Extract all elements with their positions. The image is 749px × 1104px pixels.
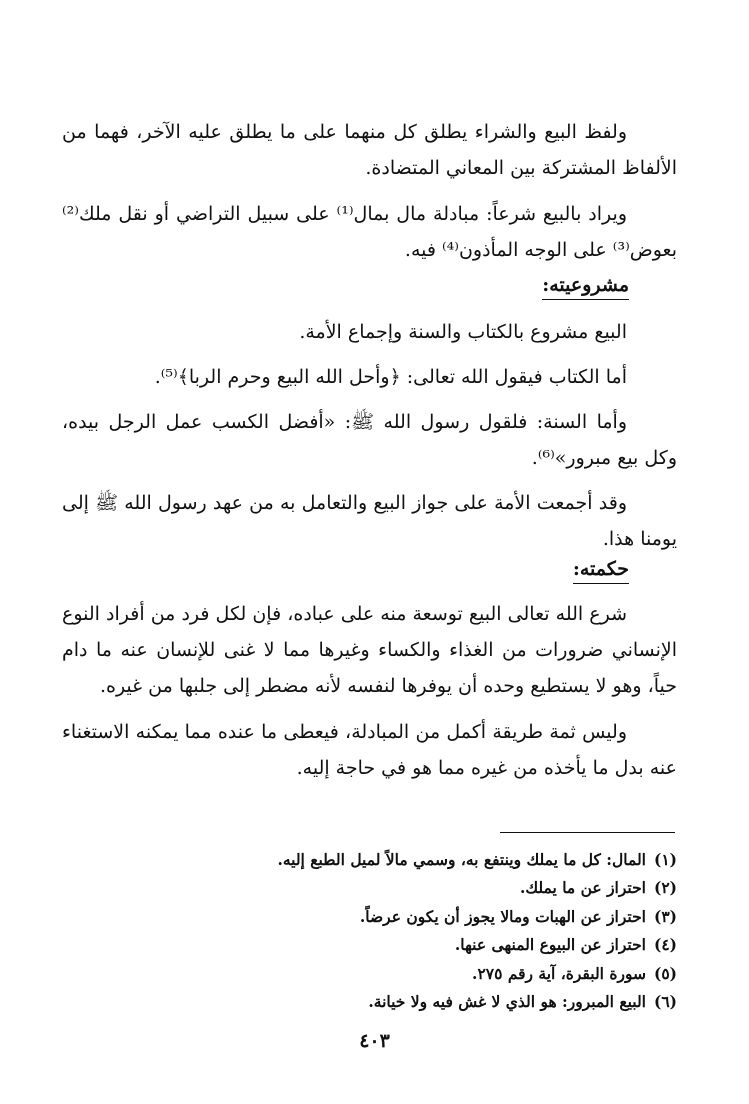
footnote-number: (٢) [653, 878, 677, 898]
footnotes-list [62, 846, 677, 1016]
footnote-item [62, 988, 677, 1016]
paragraph-legitimacy-summary: البيع مشروع بالكتاب والسنة وإجماع الأمة. [299, 321, 627, 343]
paragraph-term-meaning: ولفظ البيع والشراء يطلق كل منهما على ما يطلق عليه الآخر، فهما من الألفاظ المشتركة بين المعاني المتضادة. [62, 121, 677, 179]
footnote-text: احتراز عن ما يملك. [519, 878, 646, 898]
footnote-number: (٣) [653, 906, 677, 926]
footnote-text: سورة البقرة، آية رقم ٢٧٥. [472, 963, 646, 983]
footnote-item [62, 931, 677, 959]
footnote-text: احتراز عن الهبات ومالا يجوز أن يكون عرضاً. [359, 906, 646, 926]
paragraph-quran-evidence: أما الكتاب فيقول الله تعالى: ﴿وأحل الله البيع وحرم الربا﴾⁽⁵⁾. [154, 366, 627, 388]
footnote-number: (٦) [653, 992, 677, 1012]
footnote-item [62, 874, 677, 902]
paragraph-sunnah-evidence: وأما السنة: فلقول رسول الله ﷺ: «أفضل الكسب عمل الرجل بيده، وكل بيع مبرور»⁽⁶⁾. [62, 411, 677, 469]
footnote-number: (٤) [653, 935, 677, 955]
legitimacy-section [62, 314, 677, 557]
heading-wisdom: حكمته: [573, 556, 629, 584]
footnote-number: (١) [653, 850, 677, 869]
paragraph-sharia-definition: ويراد بالبيع شرعاً: مبادلة مال بمال⁽¹⁾ على سبيل التراضي أو نقل ملك⁽²⁾ بعوض⁽³⁾ على الوجه المأذون⁽⁴⁾ فيه. [62, 203, 677, 261]
footnote-item [62, 960, 677, 988]
heading-legitimacy: مشروعيته: [542, 272, 629, 300]
paragraph-exchange-benefit: وليس ثمة طريقة أكمل من المبادلة، فيعطى ما عنده مما يمكنه الاستغناء عنه بدل ما يأخذه من غيره مما هو في حاجة إليه. [62, 721, 677, 779]
page-number: ٤٠٣ [359, 1030, 390, 1052]
footnote-text: المال: كل ما يملك وينتفع به، وسمي مالاً لميل الطبع إليه. [277, 850, 646, 869]
paragraph-consensus-evidence: وقد أجمعت الأمة على جواز البيع والتعامل به من عهد رسول الله ﷺ إلى يومنا هذا. [62, 492, 677, 550]
footnote-text: احتراز عن البيوع المنهى عنها. [454, 935, 646, 955]
paragraph-wisdom-explanation: شرع الله تعالى البيع توسعة منه على عباده، فإن لكل فرد من أفراد النوع الإنساني ضرورات من الغذاء والكساء وغيرها مما لا غنى للإنسان عنه ما دام حياً، وهو لا يستطيع وحده أن يوفرها لنفسه لأنه مضطر إلى جلبها من غيره. [62, 603, 677, 697]
footnote-number: (٥) [653, 963, 677, 983]
footnote-item [62, 903, 677, 931]
intro-section [62, 114, 677, 268]
wisdom-section [62, 596, 677, 786]
footnote-text: البيع المبرور: هو الذي لا غش فيه ولا خيانة. [368, 992, 646, 1012]
footnote-item [62, 846, 677, 874]
footnote-separator [500, 832, 675, 833]
